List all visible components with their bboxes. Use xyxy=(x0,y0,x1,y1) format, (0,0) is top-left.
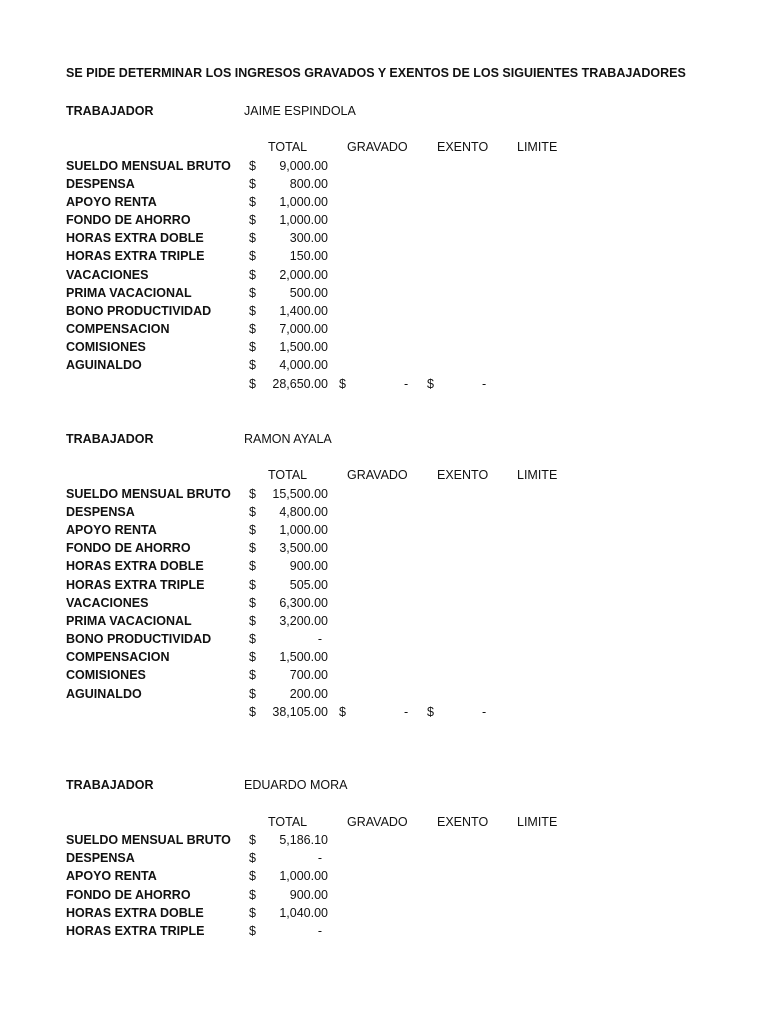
exento-total: - xyxy=(482,377,487,391)
currency-symbol: $ xyxy=(249,596,256,610)
table-row xyxy=(0,358,768,376)
table-row xyxy=(0,523,768,541)
row-total: 7,000.00 xyxy=(279,322,328,336)
currency-symbol: $ xyxy=(249,906,256,920)
table-row xyxy=(0,541,768,559)
row-label: DESPENSA xyxy=(66,505,135,519)
table-row xyxy=(0,578,768,596)
row-total: 1,000.00 xyxy=(279,869,328,883)
row-total: 500.00 xyxy=(289,286,328,300)
row-total: 1,040.00 xyxy=(279,906,328,920)
currency-symbol: $ xyxy=(249,851,256,865)
table-row xyxy=(0,340,768,358)
table-row xyxy=(0,559,768,577)
col-total-header: TOTAL xyxy=(268,140,308,154)
currency-symbol: $ xyxy=(249,505,256,519)
row-total: 1,000.00 xyxy=(279,523,328,537)
row-total: - xyxy=(317,924,322,938)
currency-symbol: $ xyxy=(249,195,256,209)
currency-symbol: $ xyxy=(249,340,256,354)
worker-name: JAIME ESPINDOLA xyxy=(244,104,356,118)
table-row xyxy=(0,249,768,267)
exento-total: - xyxy=(482,705,487,719)
currency-symbol: $ xyxy=(249,687,256,701)
table-row xyxy=(0,177,768,195)
total-row xyxy=(0,377,768,395)
row-total: - xyxy=(317,632,322,646)
worker-label: TRABAJADOR xyxy=(66,432,154,446)
row-label: HORAS EXTRA DOBLE xyxy=(66,906,204,920)
row-label: AGUINALDO xyxy=(66,687,142,701)
row-label: HORAS EXTRA TRIPLE xyxy=(66,249,205,263)
col-gravado-header: GRAVADO xyxy=(347,815,408,829)
gravado-currency-symbol: $ xyxy=(339,377,346,391)
table-row xyxy=(0,505,768,523)
currency-symbol: $ xyxy=(249,705,256,719)
table-row xyxy=(0,851,768,869)
row-label: COMISIONES xyxy=(66,668,146,682)
currency-symbol: $ xyxy=(249,888,256,902)
table-row xyxy=(0,632,768,650)
table-row xyxy=(0,906,768,924)
table-row xyxy=(0,231,768,249)
row-total: 300.00 xyxy=(289,231,328,245)
row-label: HORAS EXTRA TRIPLE xyxy=(66,578,205,592)
col-limite-header: LIMITE xyxy=(517,468,558,482)
row-total: 900.00 xyxy=(289,888,328,902)
row-total: 800.00 xyxy=(289,177,328,191)
row-label: AGUINALDO xyxy=(66,358,142,372)
row-label: DESPENSA xyxy=(66,177,135,191)
col-limite-header: LIMITE xyxy=(517,815,558,829)
row-label: BONO PRODUCTIVIDAD xyxy=(66,304,212,318)
table-row xyxy=(0,924,768,942)
table-row xyxy=(0,195,768,213)
currency-symbol: $ xyxy=(249,231,256,245)
currency-symbol: $ xyxy=(249,869,256,883)
table-row xyxy=(0,159,768,177)
row-total: - xyxy=(317,851,322,865)
row-total: 9,000.00 xyxy=(279,159,328,173)
currency-symbol: $ xyxy=(249,304,256,318)
currency-symbol: $ xyxy=(249,578,256,592)
row-label: COMPENSACION xyxy=(66,322,170,336)
row-total: 200.00 xyxy=(289,687,328,701)
currency-symbol: $ xyxy=(249,924,256,938)
row-label: HORAS EXTRA TRIPLE xyxy=(66,924,205,938)
currency-symbol: $ xyxy=(249,249,256,263)
row-total: 2,000.00 xyxy=(279,268,328,282)
row-label: SUELDO MENSUAL BRUTO xyxy=(66,159,231,173)
table-row xyxy=(0,304,768,322)
row-label: PRIMA VACACIONAL xyxy=(66,286,192,300)
currency-symbol: $ xyxy=(249,559,256,573)
gravado-total: - xyxy=(404,377,409,391)
col-gravado-header: GRAVADO xyxy=(347,140,408,154)
row-label: FONDO DE AHORRO xyxy=(66,213,191,227)
gravado-total: - xyxy=(404,705,409,719)
currency-symbol: $ xyxy=(249,159,256,173)
table-row xyxy=(0,213,768,231)
currency-symbol: $ xyxy=(249,322,256,336)
table-row xyxy=(0,286,768,304)
currency-symbol: $ xyxy=(249,268,256,282)
currency-symbol: $ xyxy=(249,668,256,682)
row-label: SUELDO MENSUAL BRUTO xyxy=(66,833,231,847)
row-total: 3,200.00 xyxy=(279,614,328,628)
row-total: 4,000.00 xyxy=(279,358,328,372)
table-row xyxy=(0,650,768,668)
row-label: DESPENSA xyxy=(66,851,135,865)
currency-symbol: $ xyxy=(249,358,256,372)
row-label: VACACIONES xyxy=(66,596,149,610)
exento-currency-symbol: $ xyxy=(427,705,434,719)
currency-symbol: $ xyxy=(249,650,256,664)
row-total: 700.00 xyxy=(289,668,328,682)
row-label: HORAS EXTRA DOBLE xyxy=(66,559,204,573)
table-row xyxy=(0,614,768,632)
currency-symbol: $ xyxy=(249,833,256,847)
row-label: APOYO RENTA xyxy=(66,869,157,883)
row-total: 900.00 xyxy=(289,559,328,573)
col-gravado-header: GRAVADO xyxy=(347,468,408,482)
row-label: HORAS EXTRA DOBLE xyxy=(66,231,204,245)
worker-name: RAMON AYALA xyxy=(244,432,332,446)
row-label: COMPENSACION xyxy=(66,650,170,664)
row-label: FONDO DE AHORRO xyxy=(66,888,191,902)
currency-symbol: $ xyxy=(249,177,256,191)
row-total: 5,186.10 xyxy=(279,833,328,847)
currency-symbol: $ xyxy=(249,487,256,501)
col-exento-header: EXENTO xyxy=(437,140,489,154)
row-total: 505.00 xyxy=(289,578,328,592)
row-label: SUELDO MENSUAL BRUTO xyxy=(66,487,231,501)
col-exento-header: EXENTO xyxy=(437,468,489,482)
currency-symbol: $ xyxy=(249,213,256,227)
row-total: 3,500.00 xyxy=(279,541,328,555)
table-row xyxy=(0,596,768,614)
table-row xyxy=(0,268,768,286)
page-title: SE PIDE DETERMINAR LOS INGRESOS GRAVADOS Y EXENTOS DE LOS SIGUIENTES TRABAJADORES xyxy=(66,66,686,80)
exento-currency-symbol: $ xyxy=(427,377,434,391)
row-total: 1,500.00 xyxy=(279,650,328,664)
row-total: 4,800.00 xyxy=(279,505,328,519)
row-total: 1,400.00 xyxy=(279,304,328,318)
currency-symbol: $ xyxy=(249,614,256,628)
col-limite-header: LIMITE xyxy=(517,140,558,154)
currency-symbol: $ xyxy=(249,286,256,300)
col-exento-header: EXENTO xyxy=(437,815,489,829)
table-row xyxy=(0,687,768,705)
table-row xyxy=(0,487,768,505)
worker-name: EDUARDO MORA xyxy=(244,778,348,792)
gravado-currency-symbol: $ xyxy=(339,705,346,719)
sum-total: 28,650.00 xyxy=(272,377,328,391)
table-row xyxy=(0,668,768,686)
worker-label: TRABAJADOR xyxy=(66,104,154,118)
sum-total: 38,105.00 xyxy=(272,705,328,719)
row-label: FONDO DE AHORRO xyxy=(66,541,191,555)
worker-label: TRABAJADOR xyxy=(66,778,154,792)
row-total: 1,000.00 xyxy=(279,195,328,209)
row-label: BONO PRODUCTIVIDAD xyxy=(66,632,212,646)
row-total: 1,000.00 xyxy=(279,213,328,227)
col-total-header: TOTAL xyxy=(268,815,308,829)
row-total: 150.00 xyxy=(289,249,328,263)
table-row xyxy=(0,888,768,906)
row-total: 1,500.00 xyxy=(279,340,328,354)
row-label: VACACIONES xyxy=(66,268,149,282)
col-total-header: TOTAL xyxy=(268,468,308,482)
row-label: APOYO RENTA xyxy=(66,195,157,209)
row-label: APOYO RENTA xyxy=(66,523,157,537)
row-total: 15,500.00 xyxy=(272,487,328,501)
table-row xyxy=(0,322,768,340)
currency-symbol: $ xyxy=(249,377,256,391)
row-total: 6,300.00 xyxy=(279,596,328,610)
row-label: COMISIONES xyxy=(66,340,146,354)
currency-symbol: $ xyxy=(249,523,256,537)
currency-symbol: $ xyxy=(249,632,256,646)
table-row xyxy=(0,869,768,887)
currency-symbol: $ xyxy=(249,541,256,555)
total-row xyxy=(0,705,768,723)
table-row xyxy=(0,833,768,851)
row-label: PRIMA VACACIONAL xyxy=(66,614,192,628)
